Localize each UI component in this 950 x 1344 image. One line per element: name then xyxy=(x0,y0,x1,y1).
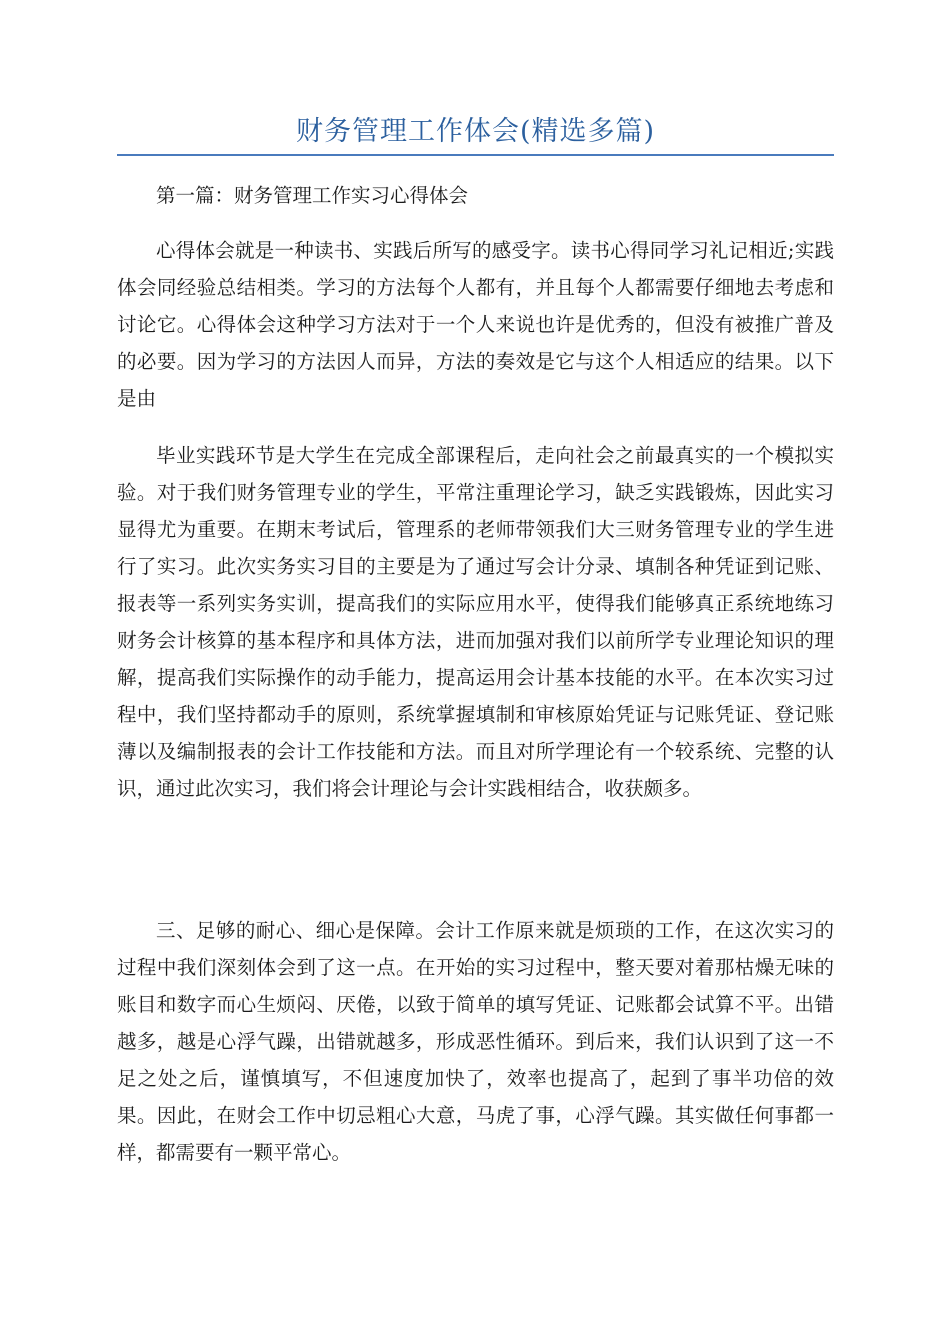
title-underline xyxy=(117,154,834,156)
paragraph-1: 心得体会就是一种读书、实践后所写的感受字。读书心得同学习礼记相近;实践体会同经验总结相类。学习的方法每个人都有，并且每个人都需要仔细地去考虑和讨论它。心得体会这种学习方法对于一个人来说也许是优秀的，但没有被推广普及的必要。因为学习的方法因人而异，方法的奏效是它与这个人相适应的结果。以下是由 xyxy=(117,239,834,410)
paragraph-2: 毕业实践环节是大学生在完成全部课程后，走向社会之前最真实的一个模拟实验。对于我们财务管理专业的学生，平常注重理论学习，缺乏实践锻炼，因此实习显得尤为重要。在期末考试后，管理系的老师带领我们大三财务管理专业的学生进行了实习。此次实务实习目的主要是为了通过写会计分录、填制各种凭证到记账、报表等一系列实务实训，提高我们的实际应用水平，使得我们能够真正系统地练习财务会计核算的基本程序和具体方法，进而加强对我们以前所学专业理论知识的理解，提高我们实际操作的动手能力，提高运用会计基本技能的水平。在本次实习过程中，我们坚持都动手的原则，系统掌握填制和审核原始凭证与记账凭证、登记账薄以及编制报表的会计工作技能和方法。而且对所学理论有一个较系统、完整的认识，通过此次实习，我们将会计理论与会计实践相结合，收获颇多。 xyxy=(117,444,834,800)
document-title: 财务管理工作体会(精选多篇) xyxy=(295,116,656,147)
paragraph-3: 三、足够的耐心、细心是保障。会计工作原来就是烦琐的工作，在这次实习的过程中我们深刻体会到了这一点。在开始的实习过程中，整天要对着那枯燥无味的账目和数字而心生烦闷、厌倦，以致于简单的填写凭证、记账都会试算不平。出错越多，越是心浮气躁，出错就越多，形成恶性循环。到后来，我们认识到了这一不足之处之后，谨慎填写，不但速度加快了，效率也提高了，起到了事半功倍的效果。因此，在财会工作中切忌粗心大意，马虎了事，心浮气躁。其实做任何事都一样，都需要有一颗平常心。 xyxy=(117,919,834,1164)
section-heading: 第一篇：财务管理工作实习心得体会 xyxy=(156,184,469,207)
